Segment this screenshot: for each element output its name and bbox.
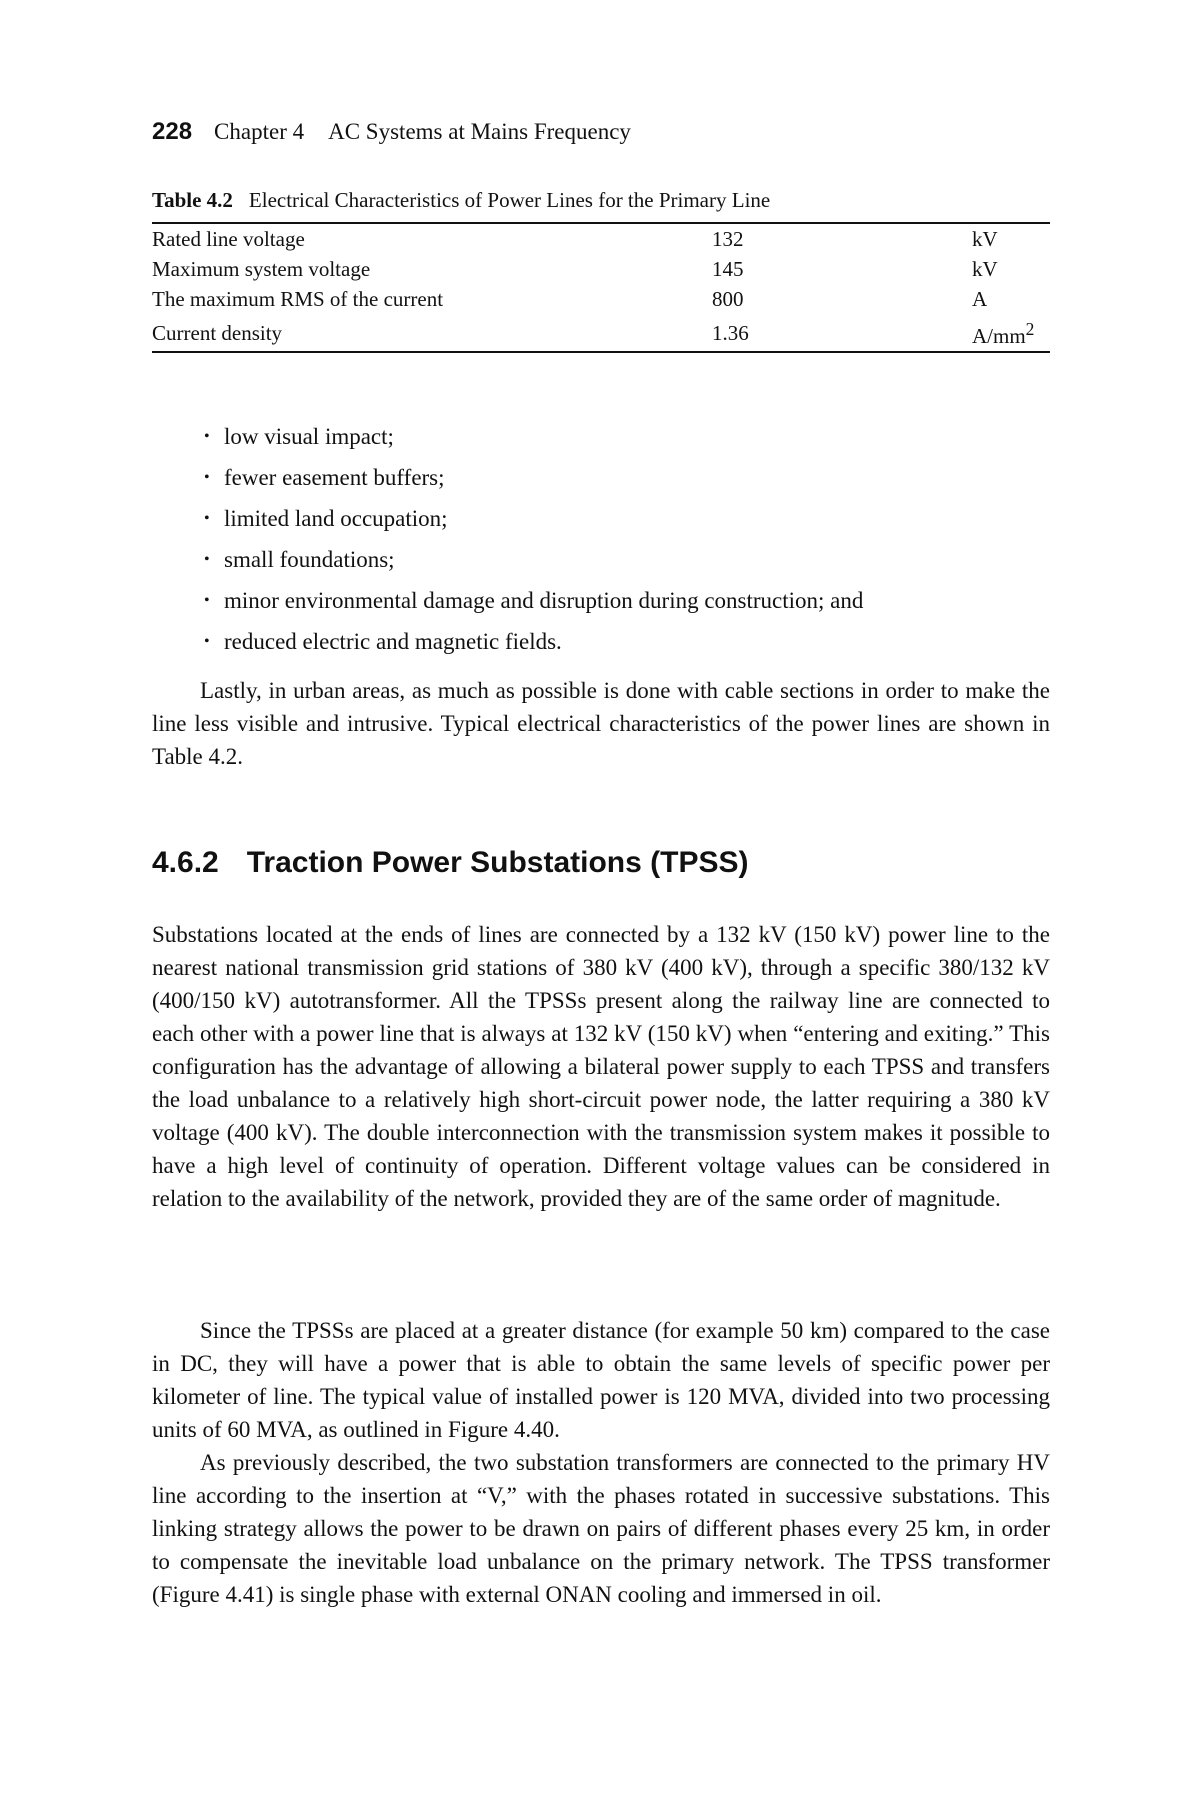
table-cell-unit (972, 314, 1050, 351)
table-cell-value: 1.36 (712, 320, 749, 345)
document-page (152, 0, 1050, 1800)
section-title: Traction Power Substations (TPSS) (246, 846, 749, 879)
table-cell-unit: A (972, 287, 988, 311)
table-cell-parameter: The maximum RMS of the current (152, 287, 444, 311)
list-item: • limited land occupation; (204, 498, 863, 539)
table-cell-parameter: Current density (152, 320, 283, 345)
running-head (152, 118, 631, 146)
table-cell-parameter: Rated line voltage (152, 227, 305, 251)
table-cell-parameter: Maximum system voltage (152, 257, 371, 281)
unit-base: A/mm (972, 324, 1026, 348)
chapter-label: Chapter 4 (214, 119, 305, 144)
list-item: • low visual impact; (204, 416, 863, 457)
table-row (152, 224, 1050, 254)
characteristics-table (152, 222, 1050, 353)
table-row (152, 314, 1050, 351)
bullet-list (204, 416, 863, 662)
table-row (152, 254, 1050, 284)
bullet-icon: • (204, 633, 210, 650)
bullet-icon: • (204, 428, 210, 445)
bullet-icon: • (204, 510, 210, 527)
section-heading (152, 846, 748, 880)
chapter-title: AC Systems at Mains Frequency (328, 119, 631, 144)
page-number: 228 (152, 118, 193, 145)
bullet-icon: • (204, 469, 210, 486)
table-caption (152, 188, 770, 213)
table-caption-text: Electrical Characteristics of Power Lines for the Primary Line (248, 188, 771, 212)
table-caption-number: Table 4.2 (152, 188, 233, 212)
table-cell-unit: kV (972, 227, 998, 251)
body-paragraph: Substations located at the ends of lines are connected by a 132 kV (150 kV) power line to the nearest national transmission grid stations of 380 kV (400 kV), through a specific 380/132 kV (400/150 kV) autotransformer. All the TPSSs present along the railway line are connected to each other with a power line that is always at 132 kV (150 kV) when “entering and exiting.” This configuration has the advantage of allowing a bilateral power supply to each TPSS and transfers the load unbalance to a relatively high short-circuit power node, the latter requiring a 380 kV voltage (400 kV). The double interconnection with the transmission system makes it possible to have a high level of continuity of operation. Different voltage values can be considered in relation to the availability of the network, provided they are of the same order of magnitude. (152, 922, 1050, 1211)
list-item: • minor environmental damage and disruption during construction; and (204, 580, 863, 621)
body-paragraph: As previously described, the two substation transformers are connected to the primary HV line according to the insertion at “V,” with the phases rotated in successive substations. This linking strategy allows the power to be drawn on pairs of different phases every 25 km, in order to compensate the inevitable load unbalance on the primary network. The TPSS transformer (Figure 4.41) is single phase with external ONAN cooling and immersed in oil. (152, 1450, 1050, 1607)
bullet-icon: • (204, 592, 210, 609)
list-item: • small foundations; (204, 539, 863, 580)
table-cell-value: 800 (712, 287, 744, 311)
list-item: • fewer easement buffers; (204, 457, 863, 498)
body-paragraph: Since the TPSSs are placed at a greater distance (for example 50 km) compared to the case in DC, they will have a power that is able to obtain the same levels of specific power per kilometer of line. The typical value of installed power is 120 MVA, divided into two processing units of 60 MVA, as outlined in Figure 4.40. (152, 1318, 1050, 1442)
table-cell-value: 132 (712, 227, 744, 251)
table-cell-unit: kV (972, 257, 998, 281)
intro-paragraph: Lastly, in urban areas, as much as possible is done with cable sections in order to make the line less visible and intrusive. Typical electrical characteristics of the power lines are shown in Table 4.2. (152, 678, 1050, 769)
table-cell-value: 145 (712, 257, 744, 281)
table-row (152, 284, 1050, 314)
list-item: • reduced electric and magnetic fields. (204, 621, 863, 662)
section-number: 4.6.2 (152, 846, 219, 879)
unit-exponent: 2 (1025, 319, 1035, 339)
bullet-icon: • (204, 551, 210, 568)
